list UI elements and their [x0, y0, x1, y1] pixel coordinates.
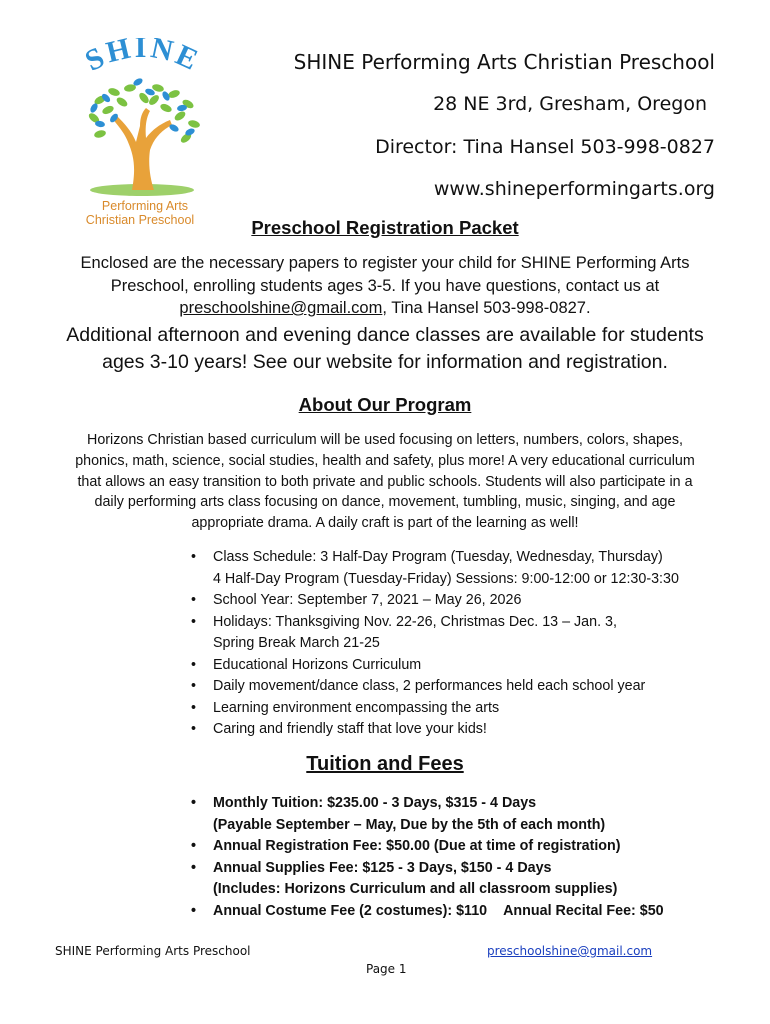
program-line: appropriate drama. A daily craft is part of the learning as well! [191, 515, 579, 532]
list-item: • Annual Supplies Fee: $125 - 3 Days, $150 - 4 Days (Includes: Horizons Curriculum and all classroom supplies) [180, 858, 750, 901]
program-line: Horizons Christian based curriculum will be used focusing on letters, numbers, colors, shapes, [87, 432, 683, 448]
intro-line: Preschool, enrolling students ages 3-5. If you have questions, contact us at [110, 276, 660, 295]
fees-heading: Tuition and Fees [306, 753, 464, 775]
program-line: daily performing arts class focusing on dance, movement, tumbling, music, singing, and age [94, 494, 676, 511]
program-heading: About Our Program [298, 394, 472, 415]
logo-tree-graphic [70, 38, 220, 228]
shine-logo [70, 38, 220, 228]
packet-title: Preschool Registration Packet [251, 217, 519, 238]
list-item-continuation: Spring Break March 21-25 [213, 635, 380, 651]
footer-email-link[interactable]: preschoolshine@gmail.com [487, 944, 653, 958]
intro-paragraph [0, 252, 770, 320]
school-name: SHINE Performing Arts Christian Preschool [293, 50, 715, 74]
website-url: www.shineperformingarts.org [433, 178, 715, 200]
intro-email-link[interactable]: preschoolshine@gmail.com [179, 299, 383, 317]
list-item-continuation: (Payable September – May, Due by the 5th of each month) [213, 816, 606, 833]
list-item: • School Year: September 7, 2021 – May 26, 2026 [180, 590, 750, 612]
list-item-continuation: (Includes: Horizons Curriculum and all classroom supplies) [213, 881, 618, 897]
list-item [180, 901, 750, 923]
logo-line1: Performing Arts [101, 199, 189, 213]
list-item: • Holidays: Thanksgiving Nov. 22-26, Christmas Dec. 13 – Jan. 3, Spring Break March 21-25 [180, 612, 750, 655]
logo-line2: Christian Preschool [85, 213, 195, 227]
costume-fee: Annual Costume Fee (2 costumes): $110 [213, 902, 488, 919]
list-item: • Annual Registration Fee: $50.00 (Due at time of registration) [180, 836, 750, 858]
list-item: • Monthly Tuition: $235.00 - 3 Days, $315 - 4 Days (Payable September – May, Due by the 5th of each month) [180, 793, 750, 836]
list-item: • Educational Horizons Curriculum [180, 655, 750, 677]
program-bullet-list [180, 547, 750, 741]
list-item: • Learning environment encompassing the arts [180, 698, 750, 720]
intro-line [0, 297, 770, 320]
footer-left: SHINE Performing Arts Preschool [55, 944, 251, 958]
program-description [0, 430, 770, 534]
dance-line: Additional afternoon and evening dance classes are available for students [66, 324, 704, 346]
program-line: phonics, math, science, social studies, health and safety, plus more! A very educational curriculum [75, 452, 695, 469]
recital-fee: Annual Recital Fee: $50 [503, 902, 664, 919]
intro-line: Enclosed are the necessary papers to register your child for SHINE Performing Arts [80, 254, 690, 272]
intro-tail: , Tina Hansel 503-998-0827. [382, 299, 591, 317]
dance-line: ages 3-10 years! See our website for information and registration. [102, 351, 668, 373]
svg-text:SHINE [80, 38, 205, 78]
list-item: • Caring and friendly staff that love your kids! [180, 719, 750, 741]
program-line: that allows an easy transition to both private and public schools. Students will also participate in a [77, 473, 693, 490]
list-item-continuation: 4 Half-Day Program (Tuesday-Friday) Sessions: 9:00-12:00 or 12:30-3:30 [213, 570, 679, 587]
logo-wordmark: SHINE [80, 38, 206, 78]
list-item: • Daily movement/dance class, 2 performances held each school year [180, 676, 750, 698]
list-item: • Class Schedule: 3 Half-Day Program (Tuesday, Wednesday, Thursday) 4 Half-Day Program (Tuesday-Friday) Sessions: 9:00-12:00 or 12:30-3:30 [180, 547, 750, 590]
fees-bullet-list [180, 793, 750, 922]
school-address: 28 NE 3rd, Gresham, Oregon [433, 93, 707, 115]
dance-classes-notice [0, 322, 770, 376]
page-number: Page 1 [366, 962, 407, 976]
director-contact: Director: Tina Hansel 503-998-0827 [375, 136, 715, 158]
